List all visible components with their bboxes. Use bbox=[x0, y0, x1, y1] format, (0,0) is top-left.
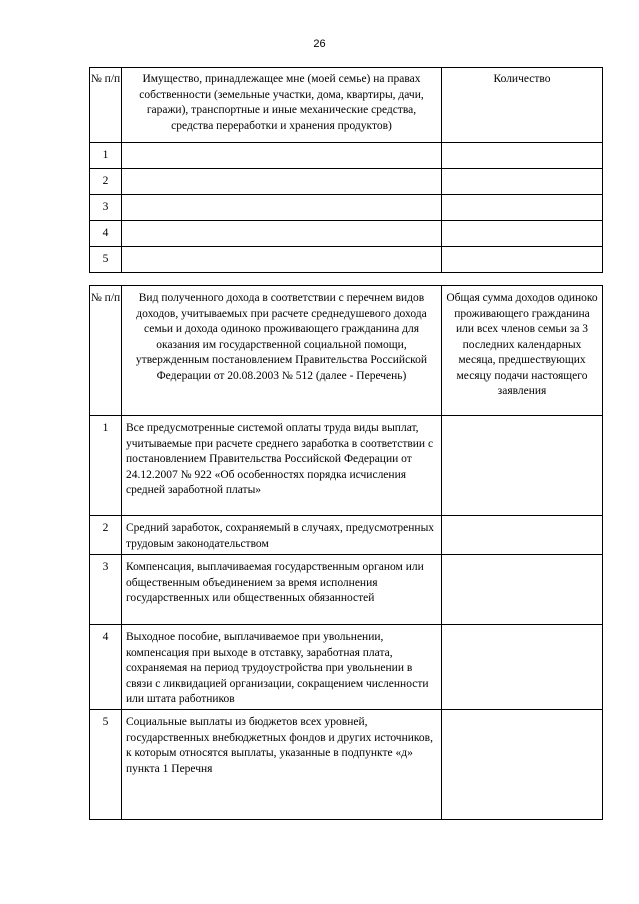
quantity-cell[interactable] bbox=[442, 221, 603, 247]
table-row bbox=[90, 221, 603, 247]
row-num: 4 bbox=[90, 221, 122, 247]
table-row bbox=[90, 143, 603, 169]
quantity-cell[interactable] bbox=[442, 143, 603, 169]
total-income-cell[interactable] bbox=[442, 710, 603, 820]
row-num: 1 bbox=[90, 416, 122, 516]
property-table-header bbox=[90, 68, 603, 143]
income-type-text: Средний заработок, сохраняемый в случаях, предусмотренных трудовым законодательством bbox=[122, 516, 442, 555]
income-table bbox=[89, 285, 603, 820]
header-quantity: Количество bbox=[442, 68, 603, 143]
quantity-cell[interactable] bbox=[442, 247, 603, 273]
row-num: 5 bbox=[90, 247, 122, 273]
property-cell[interactable] bbox=[122, 143, 442, 169]
quantity-cell[interactable] bbox=[442, 195, 603, 221]
row-num: 3 bbox=[90, 555, 122, 625]
property-cell[interactable] bbox=[122, 169, 442, 195]
property-cell[interactable] bbox=[122, 195, 442, 221]
table-row bbox=[90, 710, 603, 820]
row-num: 3 bbox=[90, 195, 122, 221]
header-num: № п/п bbox=[90, 68, 122, 143]
income-type-text: Выходное пособие, выплачиваемое при увольнении, компенсация при выходе в отставку, заработная плата, сохраняемая на период трудоустройства при увольнении в связи с ликвидацией организации, сокращением численности или штата работников bbox=[122, 625, 442, 710]
row-num: 5 bbox=[90, 710, 122, 820]
property-cell[interactable] bbox=[122, 247, 442, 273]
row-num: 4 bbox=[90, 625, 122, 710]
income-type-text: Социальные выплаты из бюджетов всех уровней, государственных внебюджетных фондов и других источников, к которым относятся выплаты, указанные в подпункте «д» пункта 1 Перечня bbox=[122, 710, 442, 820]
table-row bbox=[90, 247, 603, 273]
income-type-text: Все предусмотренные системой оплаты труда виды выплат, учитываемые при расчете среднего заработка в соответствии с постановлением Правительства Российской Федерации от 24.12.2007 № 922 «Об особенностях порядка исчисления средней заработной платы» bbox=[122, 416, 442, 516]
row-num: 1 bbox=[90, 143, 122, 169]
row-num: 2 bbox=[90, 169, 122, 195]
table-row bbox=[90, 416, 603, 516]
total-income-cell[interactable] bbox=[442, 625, 603, 710]
table-row bbox=[90, 169, 603, 195]
table-row bbox=[90, 555, 603, 625]
table-row bbox=[90, 195, 603, 221]
header-total-income: Общая сумма доходов одиноко проживающего гражданина или всех членов семьи за 3 последних календарных месяца, предшествующих месяцу подачи настоящего заявления bbox=[442, 286, 603, 416]
property-cell[interactable] bbox=[122, 221, 442, 247]
header-income-type: Вид полученного дохода в соответствии с перечнем видов доходов, учитываемых при расчете среднедушевого дохода семьи и дохода одиноко проживающего гражданина для оказания им государственной социальной помощи, утвержденным постановлением Правительства Российской Федерации от 20.08.2003 № 512 (далее - Перечень) bbox=[122, 286, 442, 416]
header-num: № п/п bbox=[90, 286, 122, 416]
total-income-cell[interactable] bbox=[442, 416, 603, 516]
total-income-cell[interactable] bbox=[442, 555, 603, 625]
property-table bbox=[89, 67, 603, 273]
quantity-cell[interactable] bbox=[442, 169, 603, 195]
total-income-cell[interactable] bbox=[442, 516, 603, 555]
income-table-header bbox=[90, 286, 603, 416]
page-number: 26 bbox=[313, 38, 326, 50]
table-row bbox=[90, 625, 603, 710]
header-property: Имущество, принадлежащее мне (моей семье) на правах собственности (земельные участки, дома, квартиры, дачи, гаражи), транспортные и иные механические средства, средства переработки и хранения продуктов) bbox=[122, 68, 442, 143]
row-num: 2 bbox=[90, 516, 122, 555]
income-type-text: Компенсация, выплачиваемая государственным органом или общественным объединением за время исполнения государственных или общественных обязанностей bbox=[122, 555, 442, 625]
table-row bbox=[90, 516, 603, 555]
